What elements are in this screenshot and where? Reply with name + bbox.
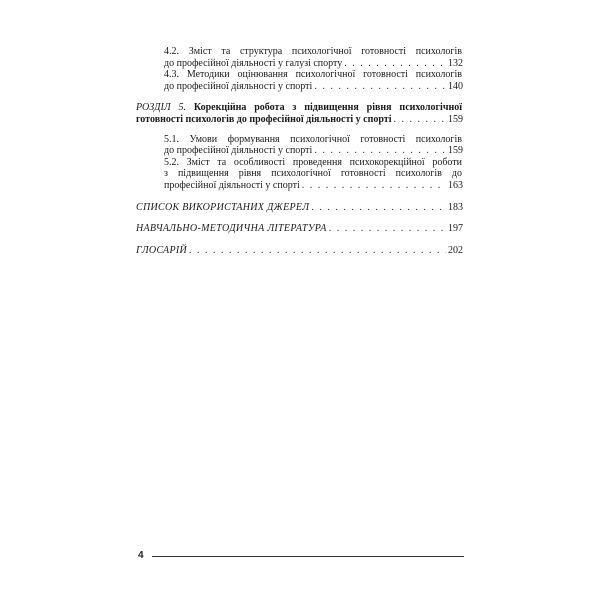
toc-entry-text: 4.3. Методики оцінювання психологічної готовності психологів bbox=[164, 69, 462, 81]
toc-entry-text: до професійної діяльності у спорті bbox=[164, 145, 313, 157]
toc-entry-4-2[interactable] bbox=[136, 46, 462, 69]
toc-page-number: 183 bbox=[448, 201, 463, 213]
toc-entry-4-3[interactable] bbox=[136, 69, 462, 92]
toc-entry-chapter-5[interactable] bbox=[136, 102, 462, 125]
chapter-label: РОЗДІЛ 5. bbox=[136, 102, 186, 114]
footer-rule bbox=[152, 556, 464, 557]
toc-entry-text: 5.1. Умови формування психологічної готовності психологів bbox=[164, 133, 462, 145]
section-title: ГЛОСАРІЙ bbox=[136, 244, 188, 256]
dot-leader bbox=[329, 223, 446, 235]
toc-entry-text: 4.2. Зміст та структура психологічної готовності психологів bbox=[164, 46, 462, 57]
dot-leader bbox=[344, 58, 446, 70]
toc-entry-5-2[interactable] bbox=[136, 157, 462, 192]
toc-page-number: 197 bbox=[448, 223, 463, 235]
chapter-title: Корекційна робота з підвищення рівня психологічної bbox=[193, 102, 462, 114]
toc-entry-glossary[interactable] bbox=[136, 245, 462, 257]
toc-page-number: 202 bbox=[448, 244, 463, 256]
dot-leader bbox=[189, 245, 446, 257]
toc-entry-text: професійної діяльності у спорті bbox=[164, 179, 300, 191]
toc-entry-methodological-literature[interactable] bbox=[136, 223, 462, 235]
toc-entry-text: до професійної діяльності у галузі спорту bbox=[164, 57, 343, 69]
toc-entry-text: до професійної діяльності у спорті bbox=[164, 80, 313, 92]
page-number: 4 bbox=[138, 550, 144, 561]
toc-page-number: 163 bbox=[448, 179, 463, 191]
toc-page-number: 140 bbox=[448, 80, 463, 92]
dot-leader bbox=[394, 114, 447, 126]
toc-page-number: 159 bbox=[448, 145, 463, 157]
dot-leader bbox=[314, 145, 446, 157]
toc-entry-references[interactable] bbox=[136, 202, 462, 214]
table-of-contents bbox=[136, 46, 462, 256]
toc-page-number: 132 bbox=[448, 57, 463, 69]
chapter-title: готовності психологів до професійної діяльності у спорті bbox=[136, 113, 392, 125]
dot-leader bbox=[302, 180, 446, 192]
dot-leader bbox=[314, 81, 446, 93]
dot-leader bbox=[311, 202, 446, 214]
section-title: СПИСОК ВИКОРИСТАНИХ ДЖЕРЕЛ bbox=[136, 201, 310, 213]
toc-entry-text: 5.2. Зміст та особливості проведення психокорекційної роботи bbox=[164, 156, 462, 168]
toc-page-number: 159 bbox=[448, 113, 463, 125]
toc-entry-text: з підвищення рівня психологічної готовності психологів до bbox=[164, 168, 462, 180]
section-title: НАВЧАЛЬНО-МЕТОДИЧНА ЛІТЕРАТУРА bbox=[136, 223, 327, 235]
toc-entry-5-1[interactable] bbox=[136, 134, 462, 157]
